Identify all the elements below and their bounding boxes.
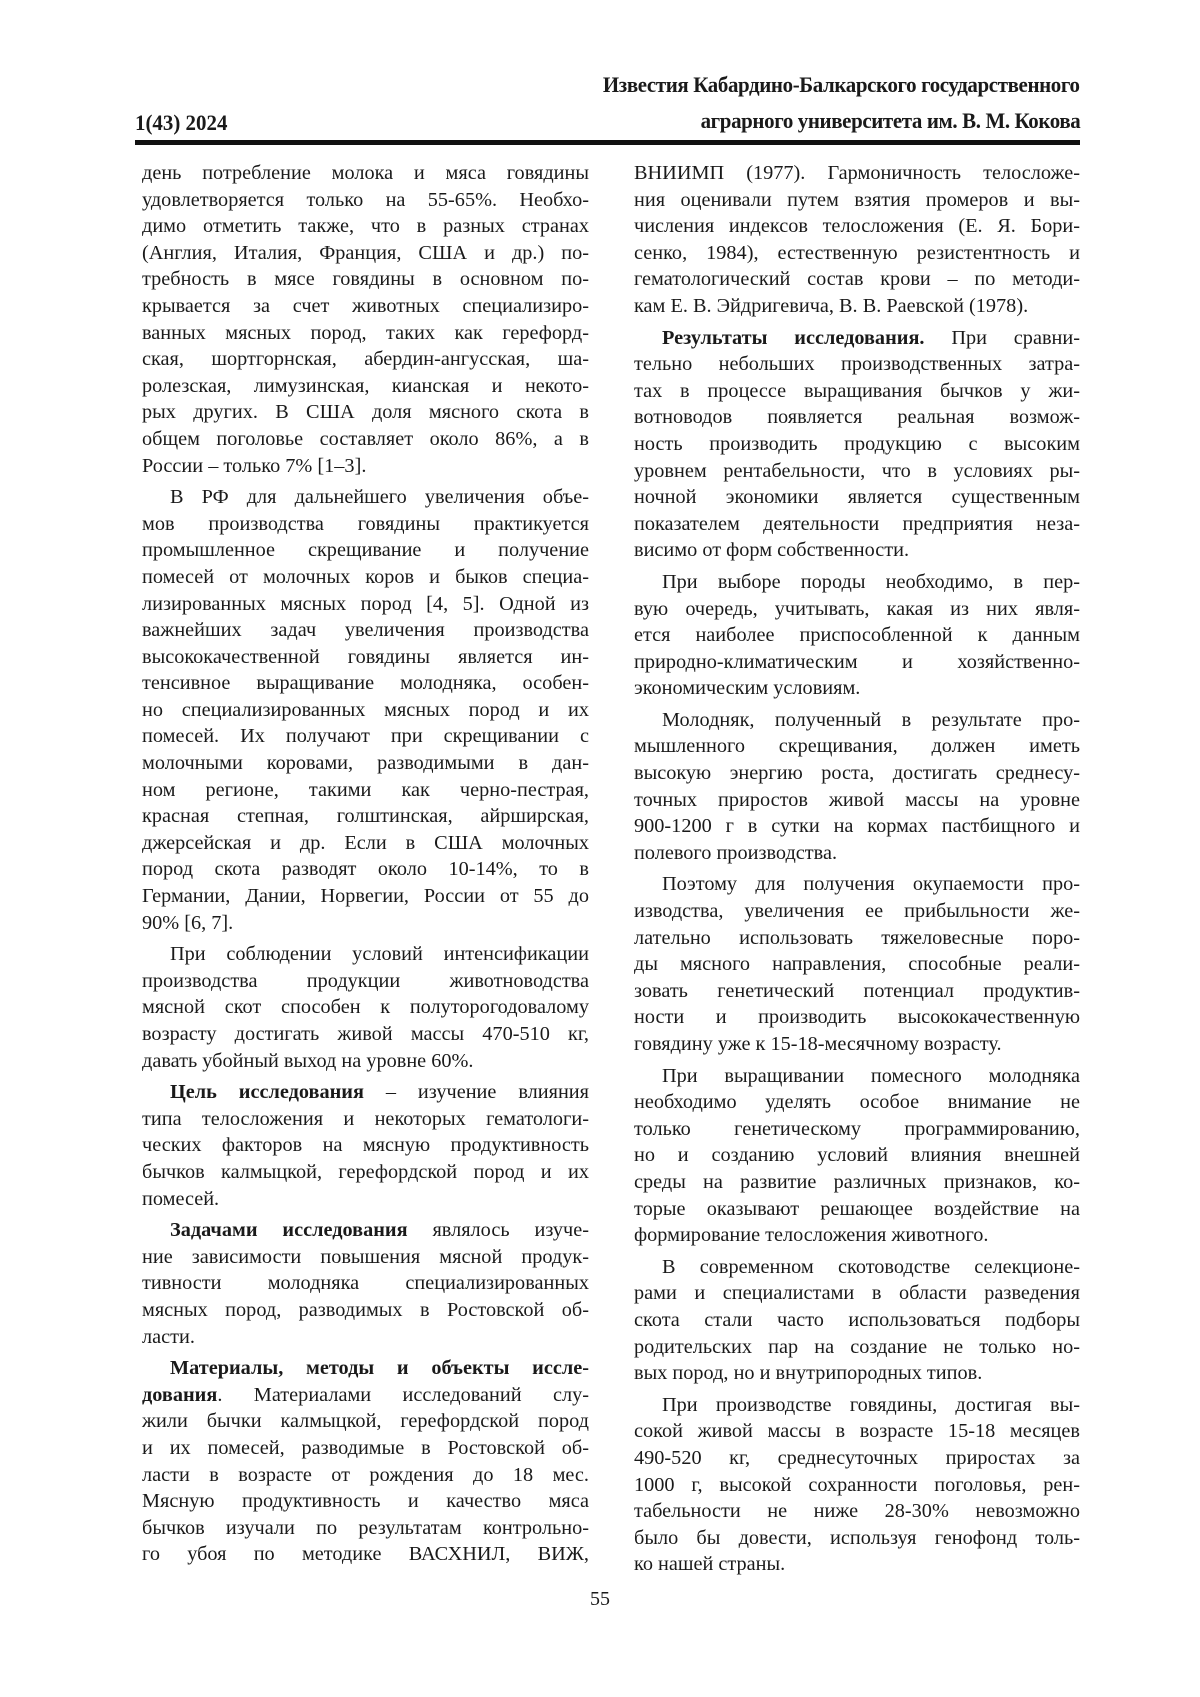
text-line: точных приростов живой массы на уровне [634, 788, 1080, 811]
journal-title-line2: аграрного университета им. В. М. Кокова [700, 108, 1080, 133]
text-line: родительских пар на создание не только но- [634, 1335, 1080, 1358]
text-line: общем поголовье составляет около 86%, а в [142, 427, 589, 450]
bold-lead: Материалы, методы и объекты иссле- [170, 1357, 589, 1380]
bold-lead: Задачами исследования [170, 1219, 408, 1242]
text-line: лательно использовать тяжеловесные поро- [634, 926, 1080, 949]
text-line: При соблюдении условий интенсификации [170, 943, 589, 966]
text-line: ние зависимости повышения мясной продук- [142, 1245, 589, 1268]
text-line: вотноводов появляется реальная возмож- [634, 406, 1080, 429]
text-line: пород скота разводят около 10-14%, то в [142, 858, 589, 881]
text-line: было бы довести, используя генофонд толь- [634, 1526, 1080, 1549]
text-line: показателем деятельности предприятия неза- [634, 512, 1080, 535]
text-line: В современном скотоводстве селекционе- [662, 1255, 1080, 1278]
text-line: тенсивное выращивание молодняка, особен- [142, 672, 589, 695]
text-line: но специализированных мясных пород и их [142, 698, 589, 721]
text-line: высокую энергию роста, достигать среднесу- [634, 762, 1080, 785]
text-line: Мясную продуктивность и качество мяса [142, 1490, 589, 1513]
text-line: вых пород, но и внутрипородных типов. [634, 1362, 983, 1385]
text-line: ВНИИМП (1977). Гармоничность телосложе- [634, 162, 1080, 184]
text-line: сенко, 1984), естественную резистентность и [634, 241, 1080, 264]
text-line: бычков калмыцкой, герефордской пород и их [142, 1160, 589, 1183]
text-line: сокой живой массы в возрасте 15-18 месяцев [634, 1420, 1080, 1443]
text-line: необходимо уделять особое внимание не [634, 1091, 1080, 1114]
text-line: ния оценивали путем взятия промеров и вы- [634, 188, 1080, 211]
text-line: ласти. [142, 1325, 195, 1348]
text-line: ласти в возрасте от рождения до 18 мес. [142, 1463, 589, 1486]
bold-lead: Цель исследования [170, 1081, 364, 1104]
text-line: тивности молодняка специализированных [142, 1272, 589, 1295]
text-line: висимо от форм собственности. [634, 539, 910, 562]
text-line: ролезская, лимузинская, кианская и некото- [142, 374, 589, 397]
text-line: среды на развитие различных признаков, ко- [634, 1170, 1080, 1193]
text-line: тельно небольших производственных затра- [634, 353, 1080, 376]
text-line: ется наиболее приспособленной к данным [634, 624, 1080, 647]
text-line: го убоя по методике ВАСХНИЛ, ВИЖ, [142, 1543, 589, 1566]
text-line: возрасту достигать живой массы 470-510 кг, [142, 1023, 589, 1045]
text-line: зовать генетический потенциал продуктив- [634, 979, 1080, 1002]
text-line: ды мясного направления, способные реали- [634, 953, 1080, 976]
text-line: Поэтому для получения окупаемости про- [662, 873, 1080, 896]
text-line: природно-климатическим и хозяйственно- [634, 650, 1080, 673]
left-column [142, 160, 589, 1568]
text-line: удовлетворяется только на 55-65%. Необхо- [142, 188, 589, 211]
issue-number: 1(43) 2024 [135, 110, 228, 135]
text-line: мясной скот способен к полуторогодовалому [142, 996, 589, 1019]
text-line: высококачественной говядины является ин- [142, 645, 589, 668]
text-line: Цель исследования – изучение влияния [170, 1081, 589, 1104]
text-line: бычков изучали по результатам контрольно- [142, 1516, 589, 1539]
text-line: (Англия, Италия, Франция, США и др.) по- [142, 241, 589, 264]
text-line: России – только 7% [1–3]. [142, 454, 367, 477]
text-line: ко нашей страны. [634, 1553, 786, 1576]
text-line: помесей. Их получают при скрещивании с [142, 725, 589, 748]
text-line: формирование телосложения животного. [634, 1224, 989, 1247]
text-line: уровнем рентабельности, что в условиях ры- [634, 459, 1080, 482]
text-line: Результаты исследования. При сравни- [662, 326, 1080, 349]
text-line: рами и специалистами в области разведения [634, 1282, 1080, 1305]
text-line: помесей. [142, 1187, 220, 1210]
text-line: мясных пород, разводимых в Ростовской об- [142, 1298, 589, 1321]
text-line: ности и производить высококачественную [634, 1006, 1080, 1029]
text-line: торые оказывают решающее воздействие на [634, 1197, 1080, 1220]
text-line: красная степная, голштинская, айрширская, [142, 805, 589, 828]
text-line: табельности не ниже 28-30% невозможно [634, 1500, 1080, 1523]
text-line: молочными коровами, разводимыми в дан- [142, 752, 589, 775]
journal-title-line1: Известия Кабардино-Балкарского государственного [603, 72, 1080, 97]
text-line: тах в процессе выращивания бычков у жи- [634, 379, 1080, 402]
text-line: давать убойный выход на уровне 60%. [142, 1049, 474, 1072]
text-line: лизированных мясных пород [4, 5]. Одной из [142, 592, 589, 615]
text-line: ном регионе, такими как черно-пестрая, [142, 778, 589, 801]
text-line: Германии, Дании, Норвегии, России от 55 до [142, 885, 589, 908]
running-header [135, 70, 1080, 146]
text-line: В РФ для дальнейшего увеличения объе- [170, 486, 589, 509]
header-rule [135, 140, 1080, 145]
text-line: гематологический состав крови – по методи- [634, 268, 1080, 291]
text-line: Молодняк, полученный в результате про- [662, 708, 1080, 731]
right-column [634, 160, 1080, 1578]
text-line: скота стали часто использоваться подборы [634, 1308, 1080, 1331]
text-line: 900-1200 г в сутки на кормах пастбищного и [634, 815, 1080, 838]
text-line: крывается за счет животных специализиро- [142, 294, 589, 317]
text-line: жили бычки калмыцкой, герефордской пород [142, 1410, 589, 1433]
text-line: числения индексов телосложения (Е. Я. Бори- [634, 215, 1080, 238]
text-line: При выборе породы необходимо, в пер- [662, 570, 1080, 593]
text-line: изводства, увеличения ее прибыльности же- [634, 900, 1080, 923]
text-line: ночной экономики является существенным [634, 486, 1080, 509]
text-line: производства продукции животноводства [142, 969, 589, 992]
text-line: и их помесей, разводимые в Ростовской об- [142, 1436, 589, 1459]
text-line: Задачами исследования являлось изуче- [170, 1219, 590, 1242]
text-line: важнейших задач увеличения производства [142, 619, 589, 642]
text-line: При производстве говядины, достигая вы- [662, 1393, 1080, 1416]
text-line: мов производства говядины практикуется [142, 512, 589, 535]
page-number: 55 [590, 1588, 610, 1610]
text-line: ванных мясных пород, таких как герефорд- [142, 321, 589, 344]
text-line: 90% [6, 7]. [142, 911, 234, 934]
text-line: говядину уже к 15-18-месячному возрасту. [634, 1033, 1002, 1055]
bold-lead: Результаты исследования. [662, 326, 925, 349]
text-line: ская, шортгорнская, абердин-ангусская, ша- [142, 348, 589, 371]
text-line: При выращивании помесного молодняка [662, 1064, 1080, 1087]
text-line: промышленное скрещивание и получение [142, 539, 589, 562]
text-line: кам Е. В. Эйдригевича, В. В. Раевской (1978). [634, 294, 1029, 317]
text-line [142, 1355, 589, 1382]
text-line: ность производить продукцию с высоким [634, 432, 1080, 455]
text-line: только генетическому программированию, [634, 1117, 1080, 1140]
text-line: вую очередь, учитывать, какая из них явля- [634, 597, 1080, 620]
text-line: ческих факторов на мясную продуктивность [142, 1134, 589, 1157]
text-line: экономическим условиям. [634, 677, 861, 700]
text-line: день потребление молока и мяса говядины [142, 162, 589, 184]
text-line: мышленного скрещивания, должен иметь [634, 735, 1080, 758]
bold-lead: дования [142, 1383, 218, 1406]
text-line: рых других. В США доля мясного скота в [142, 401, 589, 424]
text-line: 1000 г, высокой сохранности поголовья, рен- [634, 1473, 1080, 1496]
text-line: джерсейская и др. Если в США молочных [142, 831, 589, 854]
text-line: дования. Материалами исследований слу- [142, 1383, 589, 1406]
text-line: полевого производства. [634, 841, 838, 864]
text-line: но и созданию условий влияния внешней [634, 1144, 1080, 1167]
text-line: помесей от молочных коров и быков специа- [142, 565, 589, 588]
text-line: типа телосложения и некоторых гематологи- [142, 1107, 589, 1130]
text-line: димо отметить также, что в разных странах [142, 215, 589, 238]
text-line: 490-520 кг, среднесуточных приростах за [634, 1446, 1080, 1469]
text-line: требность в мясе говядины в основном по- [142, 268, 589, 291]
